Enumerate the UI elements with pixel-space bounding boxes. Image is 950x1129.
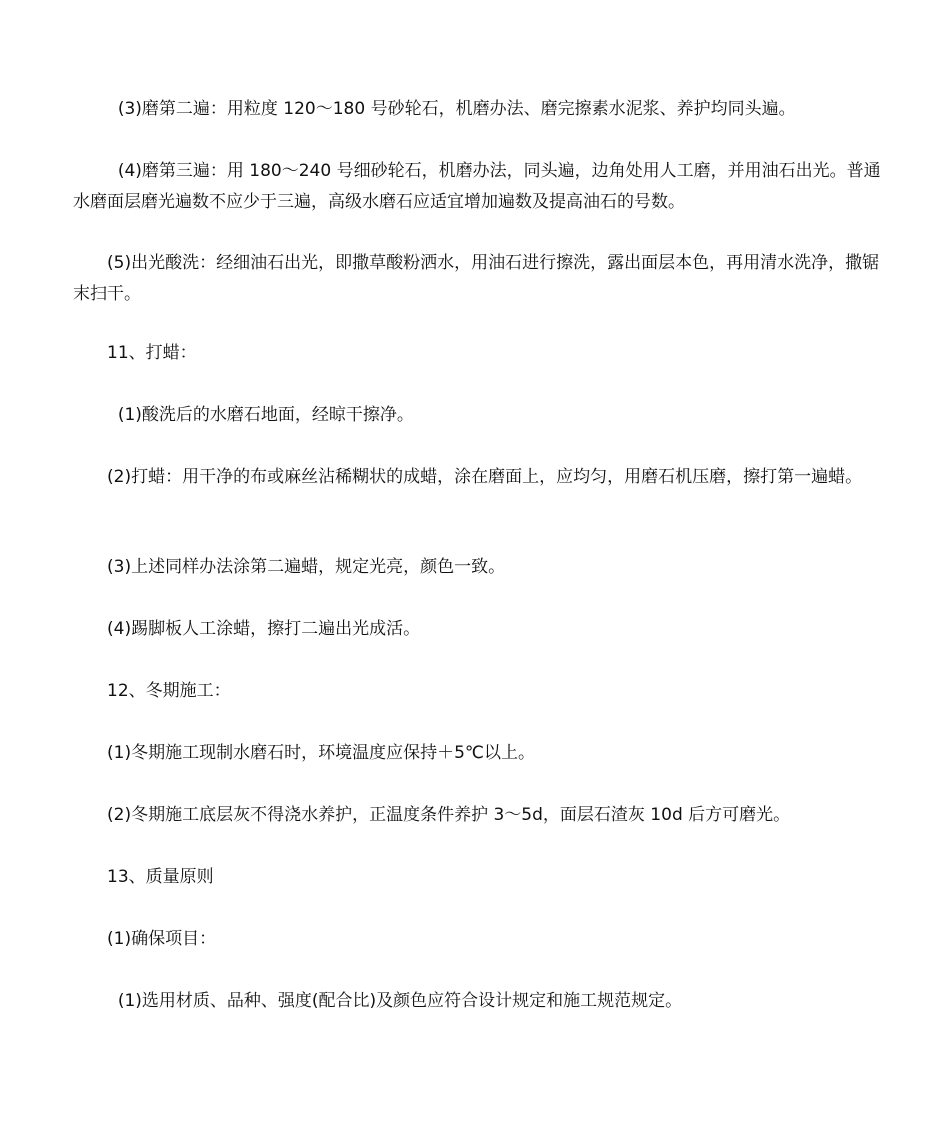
paragraph-waxing-step-4: (4)踢脚板人工涂蜡，擦打二遍出光成活。 bbox=[107, 619, 421, 639]
paragraph-guaranteed-items: (1)确保项目： bbox=[107, 929, 217, 949]
paragraph-grinding-third-pass: (4)磨第三遍：用 180～240 号细砂轮石，机磨办法，同头遍，边角处用人工磨，并用油石出光。普通水磨面层磨光遍数不应少于三遍，高级水磨石应适宜增加遍数及提高油石的号数。 bbox=[73, 161, 881, 212]
paragraph-grinding-second-pass: (3)磨第二遍：用粒度 120～180 号砂轮石，机磨办法、磨完擦素水泥浆、养护均同头遍。 bbox=[107, 99, 796, 119]
paragraph-winter-step-2: (2)冬期施工底层灰不得浇水养护，正温度条件养护 3～5d，面层石渣灰 10d 后方可磨光。 bbox=[107, 805, 791, 825]
heading-quality-principles: 13、质量原则 bbox=[107, 867, 214, 887]
paragraph-waxing-step-2: (2)打蜡：用干净的布或麻丝沾稀糊状的成蜡，涂在磨面上，应均匀，用磨石机压磨，擦打第一遍蜡。 bbox=[107, 467, 863, 487]
paragraph-waxing-step-1: (1)酸洗后的水磨石地面，经晾干擦净。 bbox=[107, 405, 414, 425]
paragraph-waxing-step-3: (3)上述同样办法涂第二遍蜡，规定光亮，颜色一致。 bbox=[107, 557, 506, 577]
paragraph-winter-step-1: (1)冬期施工现制水磨石时，环境温度应保持＋5℃以上。 bbox=[107, 743, 535, 763]
heading-winter-construction: 12、冬期施工： bbox=[107, 681, 231, 701]
paragraph-material-requirements: (1)选用材质、品种、强度(配合比)及颜色应符合设计规定和施工规范规定。 bbox=[107, 991, 683, 1011]
paragraph-acid-wash: (5)出光酸洗：经细油石出光，即撒草酸粉洒水，用油石进行擦洗，露出面层本色，再用清水洗净，撒锯末扫干。 bbox=[73, 253, 880, 304]
heading-waxing: 11、打蜡： bbox=[107, 343, 197, 363]
